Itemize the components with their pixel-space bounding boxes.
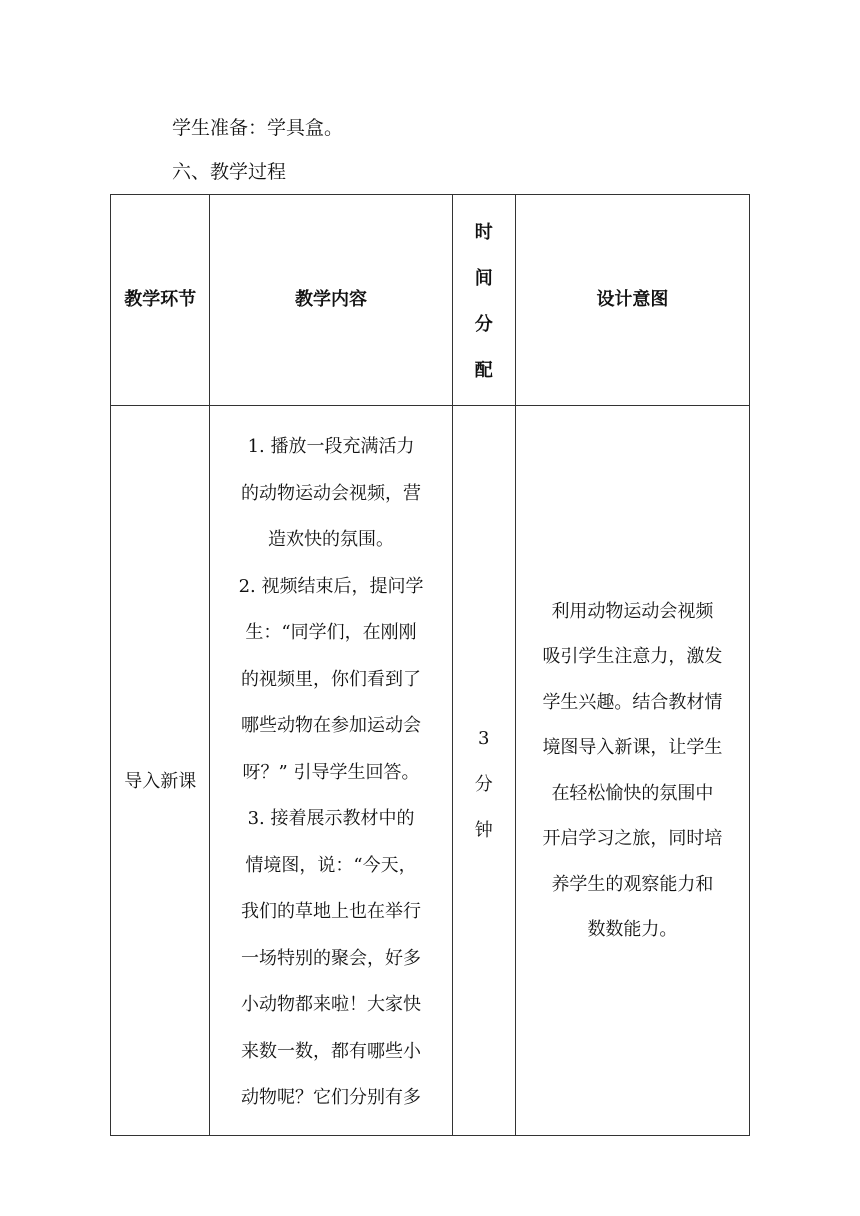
time-cell bbox=[452, 406, 515, 1136]
time-value: 3分钟 bbox=[474, 727, 493, 841]
intent-line: 开启学习之旅，同时培 bbox=[542, 828, 723, 849]
content-line: 情境图，说：“今天， bbox=[245, 854, 417, 876]
header-time bbox=[452, 195, 515, 406]
content-line: 2. 视频结束后，提问学 bbox=[238, 575, 424, 597]
content-line: 的动物运动会视频，营 bbox=[241, 482, 422, 504]
teaching-process-table bbox=[110, 194, 750, 1136]
content-line: 1. 播放一段充满活力 bbox=[247, 436, 415, 457]
content-line: 的视频里，你们看到了 bbox=[241, 668, 422, 690]
intent-cell bbox=[515, 406, 749, 1136]
content-line: 我们的草地上也在举行 bbox=[241, 901, 422, 922]
content-line: 来数一数，都有哪些小 bbox=[241, 1040, 422, 1062]
stage-label: 导入新课 bbox=[124, 770, 197, 792]
intent-line: 在轻松愉快的氛围中 bbox=[551, 782, 714, 804]
content-line: 生：“同学们，在刚刚 bbox=[245, 622, 417, 643]
header-time-label: 时间分配 bbox=[474, 222, 493, 381]
content-line: 动物呢？它们分别有多 bbox=[241, 1087, 422, 1108]
content-line: 哪些动物在参加运动会 bbox=[241, 715, 422, 736]
intent-line: 境图导入新课，让学生 bbox=[542, 737, 723, 758]
table-header-row bbox=[111, 195, 750, 406]
intent-line: 利用动物运动会视频 bbox=[551, 600, 714, 622]
content-line: 一场特别的聚会，好多 bbox=[241, 947, 422, 969]
intent-line: 数数能力。 bbox=[587, 919, 678, 940]
section-heading-teaching-process: 六、教学过程 bbox=[172, 161, 287, 183]
header-content-label: 教学内容 bbox=[295, 289, 368, 310]
header-stage bbox=[111, 195, 210, 406]
header-content bbox=[210, 195, 452, 406]
table-row bbox=[111, 406, 750, 1136]
content-line: 小动物都来啦！大家快 bbox=[241, 994, 422, 1015]
student-preparation-paragraph: 学生准备：学具盒。 bbox=[172, 117, 344, 139]
header-intent-label: 设计意图 bbox=[596, 289, 669, 310]
content-line: 3. 接着展示教材中的 bbox=[247, 808, 415, 829]
intent-line: 养学生的观察能力和 bbox=[551, 873, 714, 895]
intent-line: 吸引学生注意力，激发 bbox=[542, 646, 723, 667]
stage-cell bbox=[111, 406, 210, 1136]
header-stage-label: 教学环节 bbox=[124, 289, 197, 310]
intent-line: 学生兴趣。结合教材情 bbox=[542, 691, 723, 713]
content-cell bbox=[210, 406, 452, 1136]
content-line: 呀？” 引导学生回答。 bbox=[242, 761, 420, 783]
header-intent bbox=[515, 195, 749, 406]
content-line: 造欢快的氛围。 bbox=[268, 529, 395, 550]
